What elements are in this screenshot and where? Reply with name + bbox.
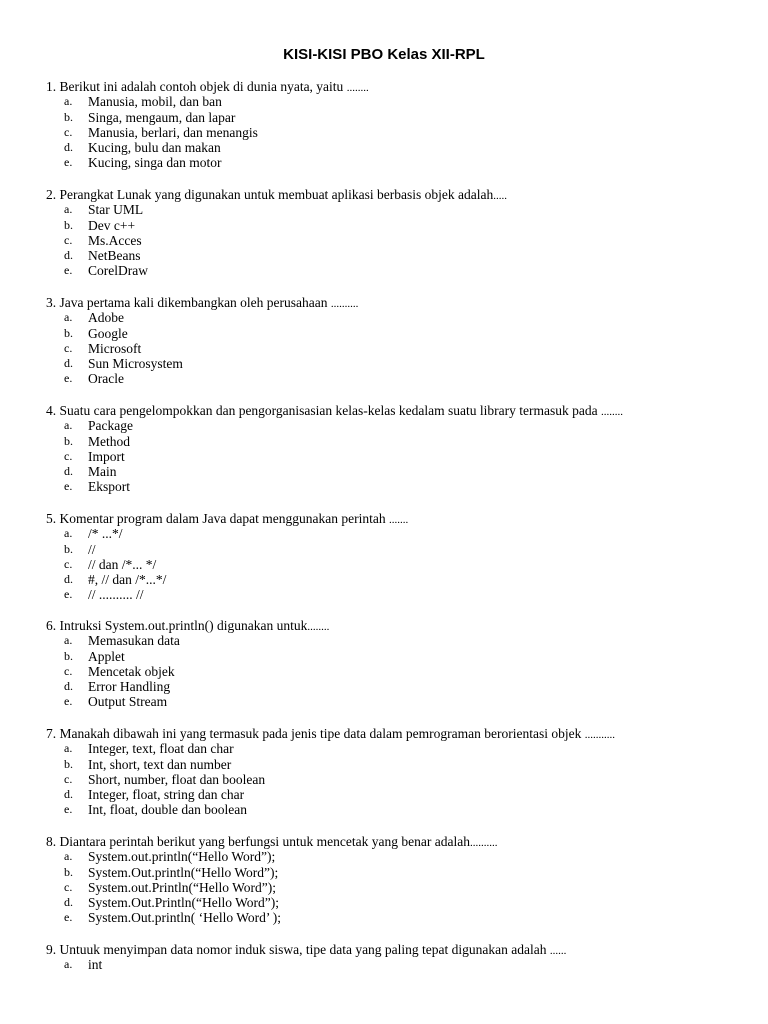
answer-blank: ..... — [493, 190, 508, 202]
option-text: // .......... // — [88, 587, 144, 603]
question-4 — [46, 403, 746, 495]
option-a — [46, 741, 746, 756]
question-text: 1. Berikut ini adalah contoh objek di dunia nyata, yaitu — [46, 79, 347, 94]
option-d — [46, 248, 746, 263]
option-e — [46, 479, 746, 494]
option-letter: b. — [64, 648, 73, 663]
answer-blank: .......... — [330, 298, 359, 310]
option-a — [46, 310, 746, 325]
option-letter: d. — [64, 679, 73, 694]
option-a — [46, 418, 746, 433]
option-letter: e. — [64, 802, 73, 817]
option-text: Package — [88, 418, 133, 434]
question-6 — [46, 618, 746, 710]
option-a — [46, 526, 746, 541]
option-d — [46, 464, 746, 479]
option-b — [46, 649, 746, 664]
option-letter: a. — [64, 957, 73, 972]
option-letter: d. — [64, 787, 73, 802]
question-2 — [46, 187, 746, 279]
option-c — [46, 772, 746, 787]
option-c — [46, 557, 746, 572]
option-letter: b. — [64, 541, 73, 556]
question-text: 7. Manakah dibawah ini yang termasuk pada jenis tipe data dalam pemrograman berorientasi objek — [46, 726, 585, 741]
option-c — [46, 233, 746, 248]
option-text: // — [88, 541, 96, 557]
question-stem — [46, 295, 746, 310]
option-letter: a. — [64, 633, 73, 648]
question-7 — [46, 726, 746, 818]
question-3 — [46, 295, 746, 387]
option-letter: b. — [64, 217, 73, 232]
option-letter: e. — [64, 587, 73, 602]
question-5 — [46, 511, 746, 603]
option-text: Manusia, berlari, dan menangis — [88, 124, 258, 140]
page-title: KISI-KISI PBO Kelas XII-RPL — [283, 46, 485, 63]
answer-blank: ....... — [389, 514, 409, 526]
option-c — [46, 125, 746, 140]
option-e — [46, 263, 746, 278]
answer-blank: ........ — [600, 406, 623, 418]
question-stem — [46, 618, 746, 633]
option-e — [46, 371, 746, 386]
question-stem — [46, 79, 746, 94]
question-stem — [46, 726, 746, 741]
option-letter: e. — [64, 910, 73, 925]
question-text: 5. Komentar program dalam Java dapat menggunakan perintah — [46, 511, 390, 526]
option-text: Integer, float, string dan char — [88, 787, 245, 803]
option-letter: a. — [64, 94, 73, 109]
question-8 — [46, 834, 746, 926]
option-a — [46, 849, 746, 864]
option-b — [46, 865, 746, 880]
option-letter: a. — [64, 418, 73, 433]
option-text: System.out.Println(“Hello Word”); — [88, 879, 277, 895]
option-e — [46, 155, 746, 170]
question-stem — [46, 511, 746, 526]
question-9 — [46, 942, 746, 973]
option-text: System.out.println(“Hello Word”); — [88, 849, 276, 865]
option-text: Output Stream — [88, 694, 168, 710]
option-text: Manusia, mobil, dan ban — [88, 94, 222, 110]
option-text: NetBeans — [88, 248, 141, 264]
option-letter: a. — [64, 202, 73, 217]
question-text: 4. Suatu cara pengelompokkan dan pengorganisasian kelas-kelas kedalam suatu library termasuk pada — [46, 403, 601, 418]
option-text: #, // dan /*...*/ — [88, 572, 167, 588]
option-a — [46, 633, 746, 648]
question-text: 9. Untuuk menyimpan data nomor induk siswa, tipe data yang paling tepat digunakan adalah — [46, 942, 550, 957]
option-d — [46, 356, 746, 371]
option-letter: e. — [64, 479, 73, 494]
option-text: CorelDraw — [88, 263, 148, 279]
question-stem — [46, 942, 746, 957]
option-text: Dev c++ — [88, 217, 136, 233]
option-letter: a. — [64, 310, 73, 325]
option-text: Import — [88, 448, 125, 464]
option-text: Kucing, singa dan motor — [88, 155, 222, 171]
option-e — [46, 694, 746, 709]
option-text: Main — [88, 464, 117, 480]
option-e — [46, 910, 746, 925]
option-text: System.Out.println(“Hello Word”); — [88, 864, 279, 880]
option-d — [46, 140, 746, 155]
option-letter: a. — [64, 849, 73, 864]
option-e — [46, 587, 746, 602]
option-text: Kucing, bulu dan makan — [88, 140, 221, 156]
option-text: Integer, text, float dan char — [88, 741, 234, 757]
option-b — [46, 218, 746, 233]
option-text: Sun Microsystem — [88, 356, 183, 372]
option-b — [46, 110, 746, 125]
question-1 — [46, 79, 746, 171]
option-text: Singa, mengaum, dan lapar — [88, 109, 236, 125]
option-text: Microsoft — [88, 340, 142, 356]
option-text: Int, float, double dan boolean — [88, 802, 247, 818]
option-d — [46, 895, 746, 910]
option-letter: a. — [64, 741, 73, 756]
option-letter: b. — [64, 756, 73, 771]
option-letter: c. — [64, 124, 73, 139]
option-text: Short, number, float dan boolean — [88, 771, 266, 787]
option-letter: b. — [64, 325, 73, 340]
option-b — [46, 326, 746, 341]
question-text: 6. Intruksi System.out.println() digunakan untuk — [46, 618, 308, 633]
option-text: Eksport — [88, 479, 130, 495]
option-letter: c. — [64, 771, 73, 786]
option-text: Star UML — [88, 202, 144, 218]
option-letter: e. — [64, 263, 73, 278]
option-a — [46, 94, 746, 109]
option-letter: a. — [64, 526, 73, 541]
option-d — [46, 572, 746, 587]
option-letter: c. — [64, 232, 73, 247]
option-c — [46, 341, 746, 356]
answer-blank: ...... — [549, 945, 567, 957]
option-letter: d. — [64, 140, 73, 155]
question-text: 3. Java pertama kali dikembangkan oleh perusahaan — [46, 295, 331, 310]
option-letter: d. — [64, 356, 73, 371]
option-text: Applet — [88, 648, 125, 664]
question-stem — [46, 403, 746, 418]
option-text: System.Out.Println(“Hello Word”); — [88, 895, 280, 911]
question-text: 8. Diantara perintah berikut yang berfungsi untuk mencetak yang benar adalah — [46, 834, 470, 849]
option-letter: d. — [64, 248, 73, 263]
answer-blank: ........ — [346, 82, 369, 94]
option-c — [46, 449, 746, 464]
option-text: Int, short, text dan number — [88, 756, 232, 772]
question-text: 2. Perangkat Lunak yang digunakan untuk membuat aplikasi berbasis objek adalah — [46, 187, 494, 202]
option-text: Error Handling — [88, 679, 171, 695]
option-text: Memasukan data — [88, 633, 180, 649]
option-letter: c. — [64, 663, 73, 678]
answer-blank: ........... — [584, 729, 615, 741]
answer-blank: .......... — [469, 837, 498, 849]
option-c — [46, 664, 746, 679]
option-text: Adobe — [88, 310, 124, 326]
option-letter: e. — [64, 371, 73, 386]
option-text: // dan /*... */ — [88, 556, 157, 572]
option-text: Ms.Acces — [88, 232, 142, 248]
option-a — [46, 202, 746, 217]
question-stem — [46, 187, 746, 202]
answer-blank: ........ — [307, 621, 330, 633]
option-text: Google — [88, 325, 128, 341]
option-letter: c. — [64, 448, 73, 463]
option-letter: d. — [64, 572, 73, 587]
option-b — [46, 757, 746, 772]
question-stem — [46, 834, 746, 849]
option-e — [46, 802, 746, 817]
option-letter: b. — [64, 433, 73, 448]
option-b — [46, 434, 746, 449]
option-text: System.Out.println( ‘Hello Word’ ); — [88, 910, 282, 926]
option-letter: b. — [64, 109, 73, 124]
option-c — [46, 880, 746, 895]
option-letter: c. — [64, 340, 73, 355]
option-letter: d. — [64, 464, 73, 479]
option-letter: e. — [64, 155, 73, 170]
option-letter: e. — [64, 694, 73, 709]
option-d — [46, 787, 746, 802]
option-text: Method — [88, 433, 130, 449]
option-letter: c. — [64, 556, 73, 571]
option-text: Mencetak objek — [88, 663, 175, 679]
option-letter: b. — [64, 864, 73, 879]
option-text: /* ...*/ — [88, 526, 123, 542]
option-letter: c. — [64, 879, 73, 894]
option-d — [46, 679, 746, 694]
option-text: Oracle — [88, 371, 124, 387]
option-text: int — [88, 957, 103, 973]
option-a — [46, 957, 746, 972]
option-b — [46, 542, 746, 557]
option-letter: d. — [64, 895, 73, 910]
